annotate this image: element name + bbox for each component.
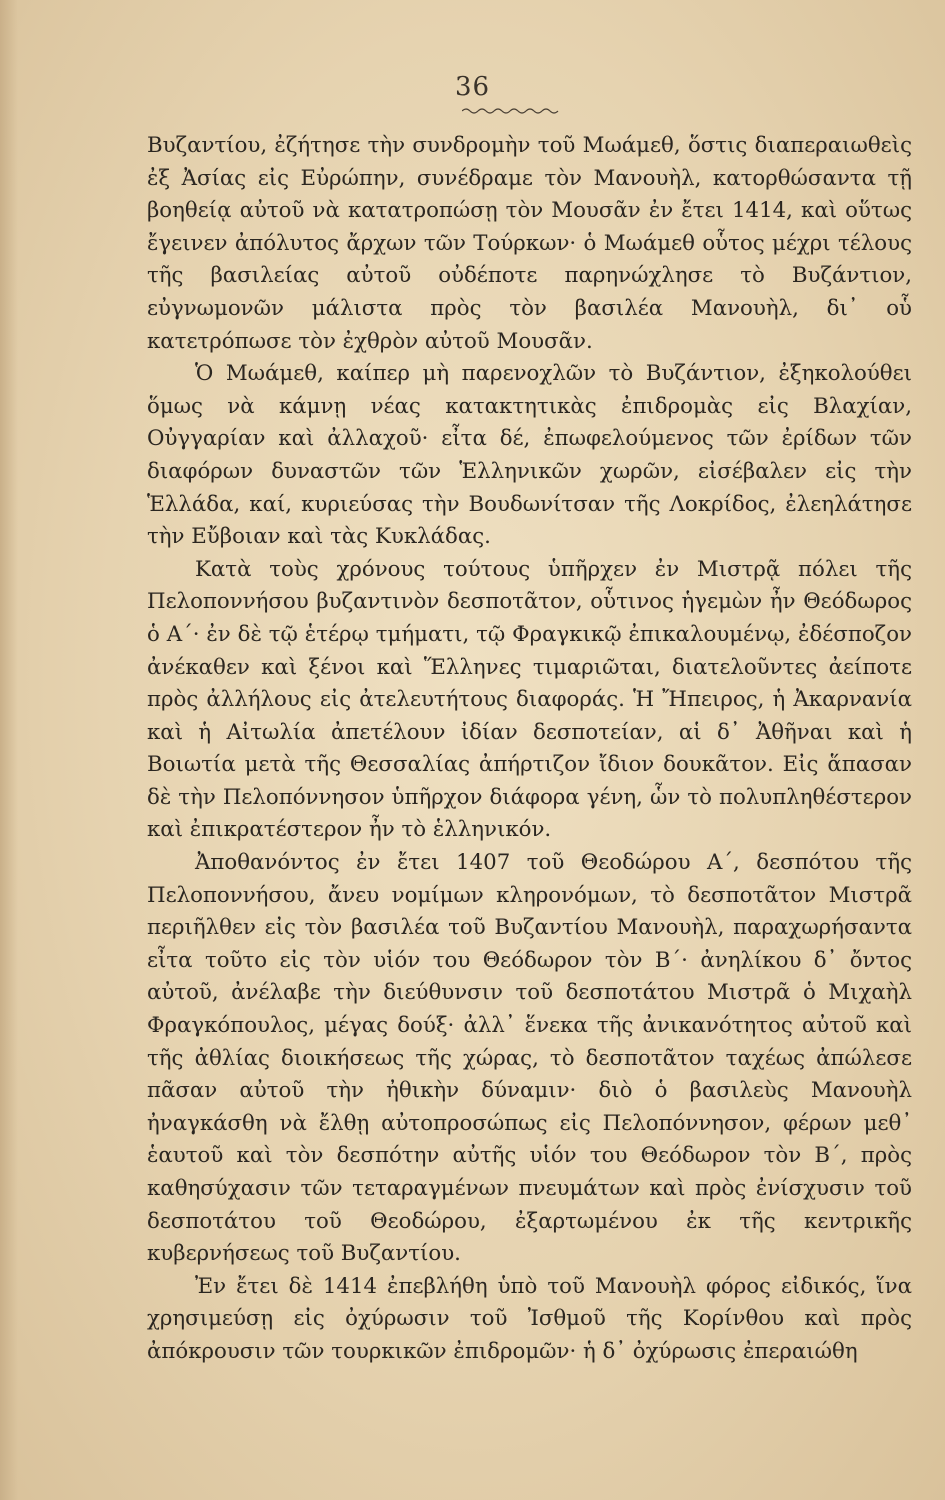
page-number: 36 bbox=[454, 72, 491, 102]
paragraph-1: Βυζαντίου, ἐζήτησε τὴν συνδρομὴν τοῦ Μωάμεθ, ὅστις διαπεραιωθεὶς ἐξ Ἀσίας εἰς Εὐρώπην, συνέδραμε τὸν Μανουὴλ, κατορθώσαντα τῇ βοηθείᾳ αὐτοῦ νὰ κατατροπώσῃ τὸν Μουσᾶν ἐν ἔτει 1414, καὶ οὕτως ἔγεινεν ἀπόλυτος ἄρχων τῶν Τούρκων· ὁ Μωάμεθ οὗτος μέχρι τέλους τῆς βασιλείας αὐτοῦ οὐδέποτε παρηνώχλησε τὸ Βυζάντιον, εὐγνωμονῶν μάλιστα πρὸς τὸν βασιλέα Μανουὴλ, δι᾽ οὗ κατετρόπωσε τὸν ἐχθρὸν αὐτοῦ Μουσᾶν. bbox=[147, 133, 912, 354]
body-text bbox=[147, 130, 912, 1369]
paragraph-2: Ὁ Μωάμεθ, καίπερ μὴ παρενοχλῶν τὸ Βυζάντιον, ἐξηκολούθει ὅμως νὰ κάμνῃ νέας κατακτητικὰς ἐπιδρομὰς εἰς Βλαχίαν, Οὐγγαρίαν καὶ ἀλλαχοῦ· εἶτα δέ, ἐπωφελούμενος τῶν ἐρίδων τῶν διαφόρων δυναστῶν τῶν Ἑλληνικῶν χωρῶν, εἰσέβαλεν εἰς τὴν Ἑλλάδα, καί, κυριεύσας τὴν Βουδωνίτσαν τῆς Λοκρίδος, ἐλεηλάτησε τὴν Εὔβοιαν καὶ τὰς Κυκλάδας. bbox=[147, 361, 912, 550]
wavy-ornament bbox=[462, 106, 562, 116]
paragraph-3: Κατὰ τοὺς χρόνους τούτους ὑπῆρχεν ἐν Μιστρᾷ πόλει τῆς Πελοποννήσου βυζαντινὸν δεσποτᾶτον, οὗτινος ἡγεμὼν ἦν Θεόδωρος ὁ Α΄· ἐν δὲ τῷ ἑτέρῳ τμήματι, τῷ Φραγκικῷ ἐπικαλουμένῳ, ἐδέσποζον ἀνέκαθεν καὶ ξένοι καὶ Ἕλληνες τιμαριῶται, διατελοῦντες ἀείποτε πρὸς ἀλλήλους εἰς ἀτελευτήτους διαφοράς. Ἡ Ἤπειρος, ἡ Ἀκαρνανία καὶ ἡ Αἰτωλία ἀπετέλουν ἰδίαν δεσποτείαν, αἱ δ᾽ Ἀθῆναι καὶ ἡ Βοιωτία μετὰ τῆς Θεσσαλίας ἀπήρτιζον ἴδιον δουκᾶτον. Εἰς ἅπασαν δὲ τὴν Πελοπόννησον ὑπῆρχον διάφορα γένη, ὧν τὸ πολυπληθέστερον καὶ ἐπικρατέστερον ἦν τὸ ἑλληνικόν. bbox=[147, 556, 912, 843]
paragraph-4: Ἀποθανόντος ἐν ἔτει 1407 τοῦ Θεοδώρου Α΄, δεσπότου τῆς Πελοποννήσου, ἄνευ νομίμων κληρονόμων, τὸ δεσποτᾶτον Μιστρᾶ περιῆλθεν εἰς τὸν βασιλέα τοῦ Βυζαντίου Μανουὴλ, παραχωρήσαντα εἶτα τοῦτο εἰς τὸν υἱόν του Θεόδωρον τὸν Β΄· ἀνηλίκου δ᾽ ὄντος αὐτοῦ, ἀνέλαβε τὴν διεύθυνσιν τοῦ δεσποτάτου Μιστρᾶ ὁ Μιχαὴλ Φραγκόπουλος, μέγας δούξ· ἀλλ᾽ ἕνεκα τῆς ἀνικανότητος αὐτοῦ καὶ τῆς ἀθλίας διοικήσεως τῆς χώρας, τὸ δεσποτᾶτον ταχέως ἀπώλεσε πᾶσαν αὐτοῦ τὴν ἠθικὴν δύναμιν· διὸ ὁ βασιλεὺς Μανουὴλ ἠναγκάσθη νὰ ἔλθῃ αὐτοπροσώπως εἰς Πελοπόννησον, φέρων μεθ᾽ ἑαυτοῦ καὶ τὸν δεσπότην αὐτῆς υἱόν του Θεόδωρον τὸν Β΄, πρὸς καθησύχασιν τῶν τεταραγμένων πνευμάτων καὶ πρὸς ἐνίσχυσιν τοῦ δεσποτάτου τοῦ Θεοδώρου, ἐξαρτωμένου ἐκ τῆς κεντρικῆς κυβερνήσεως τοῦ Βυζαντίου. bbox=[147, 850, 912, 1267]
paragraph-5: Ἐν ἔτει δὲ 1414 ἐπεβλήθη ὑπὸ τοῦ Μανουὴλ φόρος εἰδικός, ἵνα χρησιμεύσῃ εἰς ὀχύρωσιν τοῦ Ἰσθμοῦ τῆς Κορίνθου καὶ πρὸς ἀπόκρουσιν τῶν τουρκικῶν ἐπιδρομῶν· ἡ δ᾽ ὀχύρωσις ἐπεραιώθη bbox=[147, 1273, 912, 1364]
